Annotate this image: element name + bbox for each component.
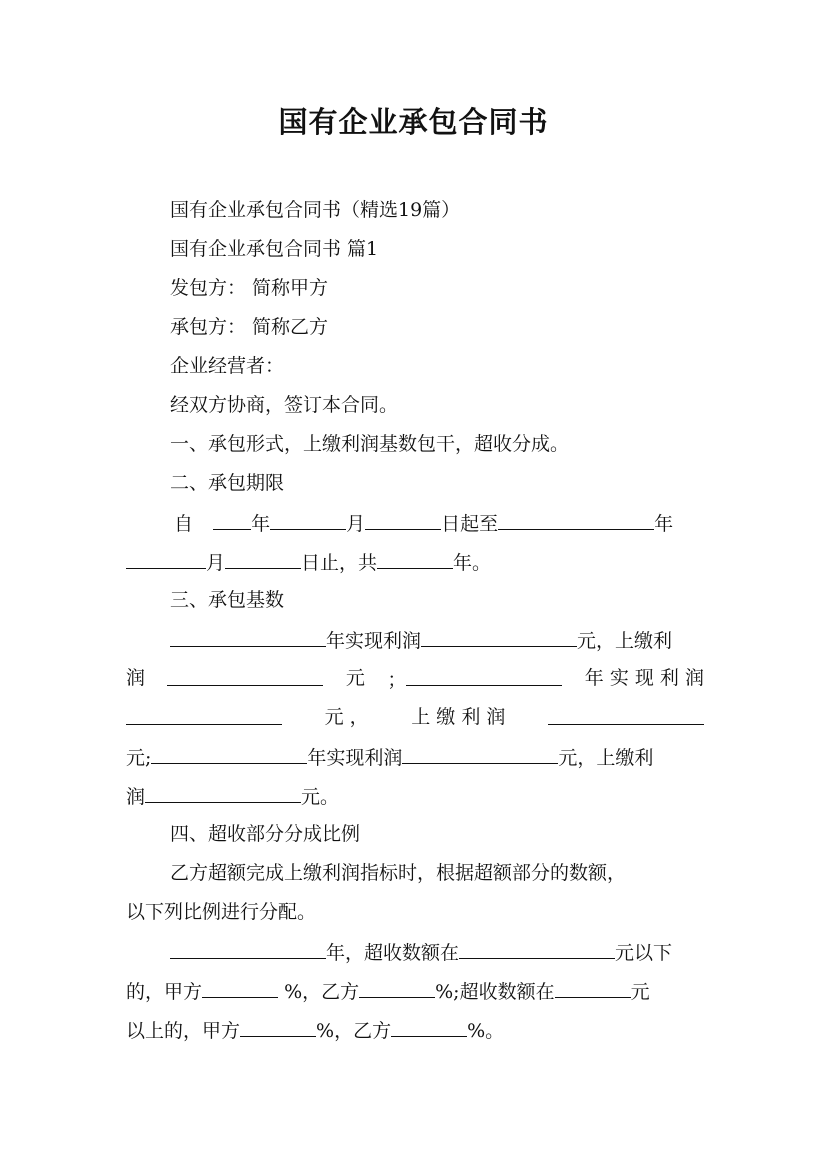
base-line-5 (126, 783, 339, 809)
blank-field (365, 510, 441, 530)
base-profit-label-spaced: 年 实 现 利 润 (584, 667, 704, 689)
blank-field (406, 666, 562, 686)
blank-field (377, 549, 453, 569)
term-end-year-label: 年 (654, 513, 674, 535)
blank-field (270, 510, 346, 530)
blank-field (225, 549, 301, 569)
blank-field (391, 1017, 467, 1037)
intro-line: 国有企业承包合同书（精选19篇） (170, 199, 461, 221)
base-line-3 (126, 705, 704, 729)
blank-field (167, 666, 323, 686)
employer-line: 发包方： 简称甲方 (170, 277, 329, 299)
base-profit-label-2: 年实现利润 (307, 747, 403, 769)
section-4-paragraph-line-2: 以下列比例进行分配。 (126, 901, 317, 923)
ratio-excess-label: 年，超收数额在 (326, 942, 460, 964)
term-end-day-label: 日止，共 (301, 552, 378, 574)
term-line-1 (174, 510, 673, 536)
section-4-heading: 四、超收部分分成比例 (170, 823, 361, 845)
blank-field (202, 978, 278, 998)
ratio-party-b-label: %，乙方 (284, 981, 360, 1003)
ratio-party-b-label-2: %，乙方 (316, 1020, 392, 1042)
term-year-label: 年 (251, 513, 271, 535)
term-end-month-label: 月 (206, 552, 226, 574)
blank-field (459, 939, 615, 959)
term-line-2 (126, 549, 491, 575)
base-remit-label: 元，上缴利 (577, 630, 673, 652)
blank-field (126, 549, 206, 569)
base-line-1 (170, 627, 672, 653)
document-title: 国有企业承包合同书 (278, 105, 549, 139)
base-profit-label: 年实现利润 (326, 630, 422, 652)
ratio-yuan-label: 元 (630, 981, 650, 1003)
term-day-start-label: 日起至 (441, 513, 499, 535)
blank-field (359, 978, 435, 998)
base-remit-label-2: 元，上缴利 (558, 747, 654, 769)
blank-field (240, 1017, 316, 1037)
ratio-line-3 (126, 1017, 504, 1043)
blank-field (170, 939, 326, 959)
section-2-heading: 二、承包期限 (170, 472, 285, 494)
base-line-2 (126, 666, 704, 692)
blank-field (170, 627, 326, 647)
blank-field (555, 978, 631, 998)
blank-field (498, 510, 654, 530)
section-4-paragraph-line-1: 乙方超额完成上缴利润指标时，根据超额部分的数额， (170, 862, 627, 884)
ratio-line-1 (170, 939, 672, 965)
base-run-label: 润 (126, 667, 146, 689)
blank-field (213, 510, 251, 530)
base-line-4 (126, 744, 653, 770)
contractor-line: 承包方： 简称乙方 (170, 316, 329, 338)
agreement-line: 经双方协商，签订本合同。 (170, 394, 399, 416)
term-from-label: 自 (174, 513, 194, 535)
section-1-line: 一、承包形式，上缴利润基数包干，超收分成。 (170, 433, 570, 455)
base-run-label-2: 润 (126, 786, 146, 808)
base-remit-label-spaced: 上 缴 利 润 (411, 706, 506, 728)
base-yuan-comma: 元 ， (324, 706, 369, 728)
term-month-label: 月 (346, 513, 366, 535)
ratio-excess-label-2: %;超收数额在 (435, 981, 555, 1003)
blank-field (402, 744, 558, 764)
blank-field (126, 705, 282, 725)
ratio-above-label: 以上的，甲方 (126, 1020, 241, 1042)
base-yuan-semicolon: 元; (126, 747, 152, 769)
article-heading: 国有企业承包合同书 篇1 (170, 238, 379, 260)
ratio-end-label: %。 (467, 1020, 505, 1042)
ratio-below-label: 元以下 (615, 942, 673, 964)
ratio-line-2 (126, 978, 650, 1004)
base-yuan-end: 元。 (301, 786, 340, 808)
section-3-heading: 三、承包基数 (170, 589, 285, 611)
blank-field (145, 783, 301, 803)
blank-field (421, 627, 577, 647)
blank-field (548, 705, 704, 725)
ratio-party-a-label: 的，甲方 (126, 981, 203, 1003)
blank-field (151, 744, 307, 764)
term-total-label: 年。 (453, 552, 492, 574)
base-yuan-label: 元 (345, 667, 365, 689)
base-semicolon: ； (387, 669, 407, 691)
operator-line: 企业经营者： (170, 355, 285, 377)
